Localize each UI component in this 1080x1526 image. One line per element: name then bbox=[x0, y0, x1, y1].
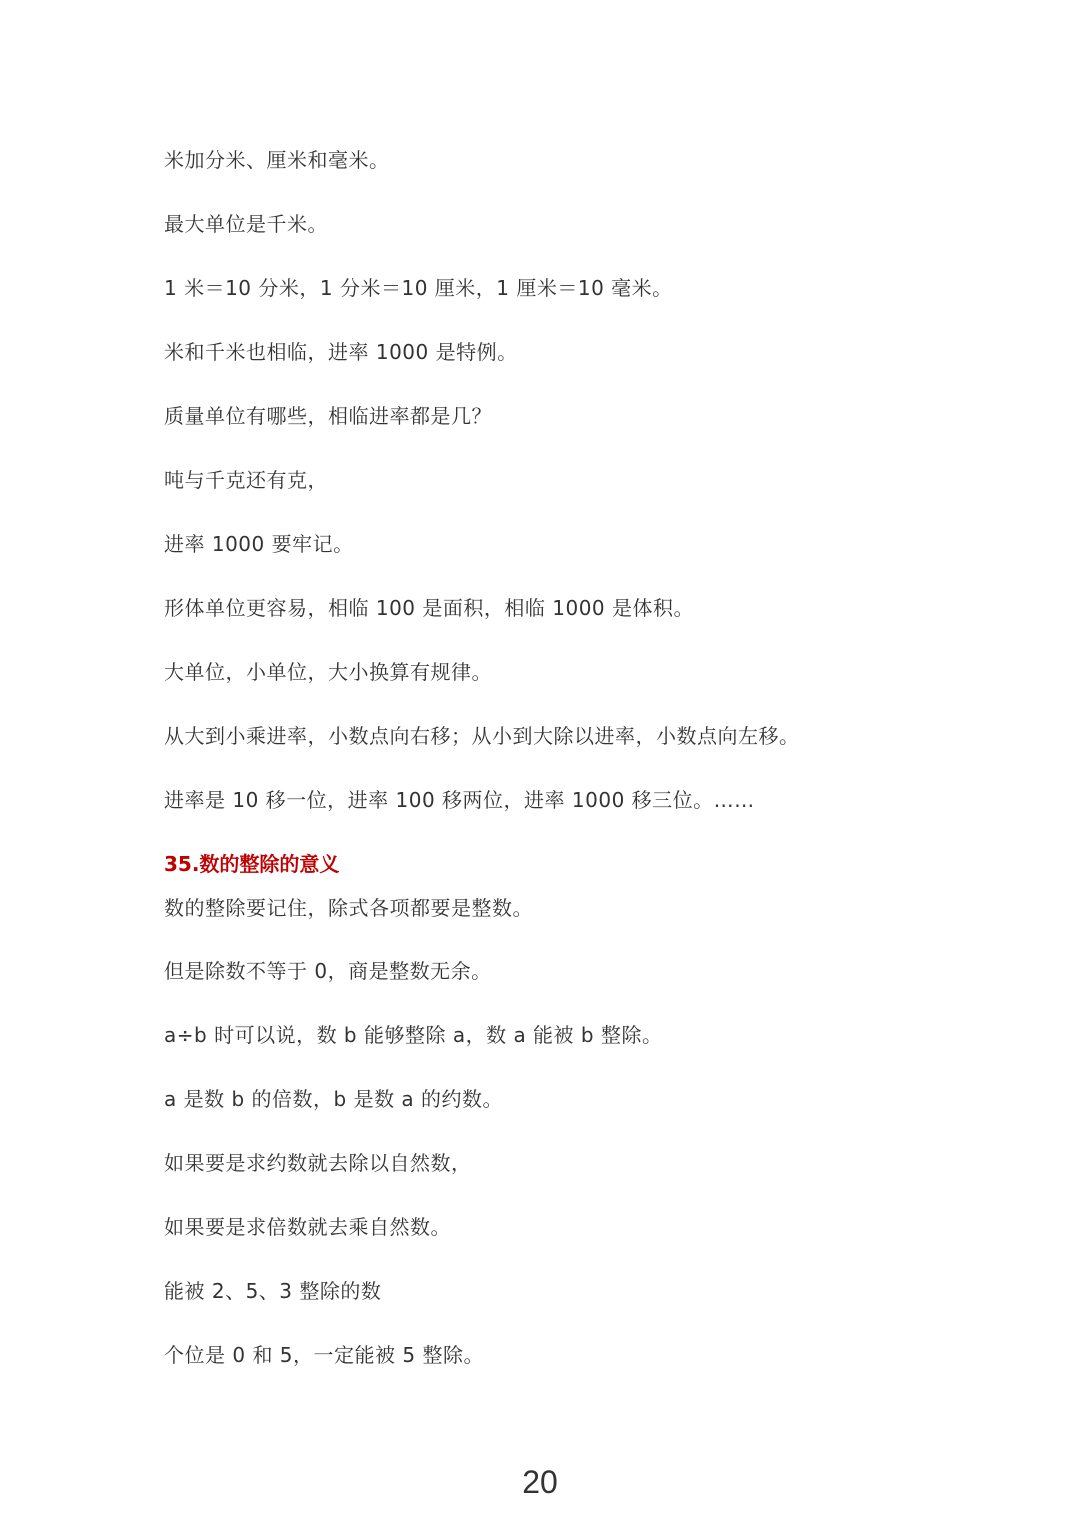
text-line: 最大单位是千米。 bbox=[164, 212, 328, 236]
text-line: 大单位，小单位，大小换算有规律。 bbox=[164, 660, 492, 684]
page-number: 20 bbox=[522, 1464, 558, 1500]
text-line: 进率 1000 要牢记。 bbox=[164, 532, 354, 556]
text-line: 进率是 10 移一位，进率 100 移两位，进率 1000 移三位。…… bbox=[164, 788, 755, 812]
text-line: 形体单位更容易，相临 100 是面积，相临 1000 是体积。 bbox=[164, 596, 695, 620]
text-line: 吨与千克还有克， bbox=[164, 468, 328, 492]
text-line: a÷b 时可以说，数 b 能够整除 a，数 a 能被 b 整除。 bbox=[164, 1023, 663, 1047]
text-line: 如果要是求约数就去除以自然数， bbox=[164, 1151, 472, 1175]
text-line: 如果要是求倍数就去乘自然数。 bbox=[164, 1215, 451, 1239]
text-line: 但是除数不等于 0，商是整数无余。 bbox=[164, 959, 492, 983]
section-heading: 35.数的整除的意义 bbox=[164, 852, 340, 876]
text-line: 米和千米也相临，进率 1000 是特例。 bbox=[164, 340, 518, 364]
text-line: 数的整除要记住，除式各项都要是整数。 bbox=[164, 896, 533, 920]
text-line: 质量单位有哪些，相临进率都是几？ bbox=[164, 404, 492, 428]
text-line: 个位是 0 和 5，一定能被 5 整除。 bbox=[164, 1343, 484, 1367]
text-line: 能被 2、5、3 整除的数 bbox=[164, 1279, 382, 1303]
text-line: 1 米＝10 分米，1 分米＝10 厘米，1 厘米＝10 毫米。 bbox=[164, 276, 673, 300]
text-line: 从大到小乘进率，小数点向右移；从小到大除以进率，小数点向左移。 bbox=[164, 724, 800, 748]
text-line: 米加分米、厘米和毫米。 bbox=[164, 148, 390, 172]
text-line: a 是数 b 的倍数，b 是数 a 的约数。 bbox=[164, 1087, 504, 1111]
